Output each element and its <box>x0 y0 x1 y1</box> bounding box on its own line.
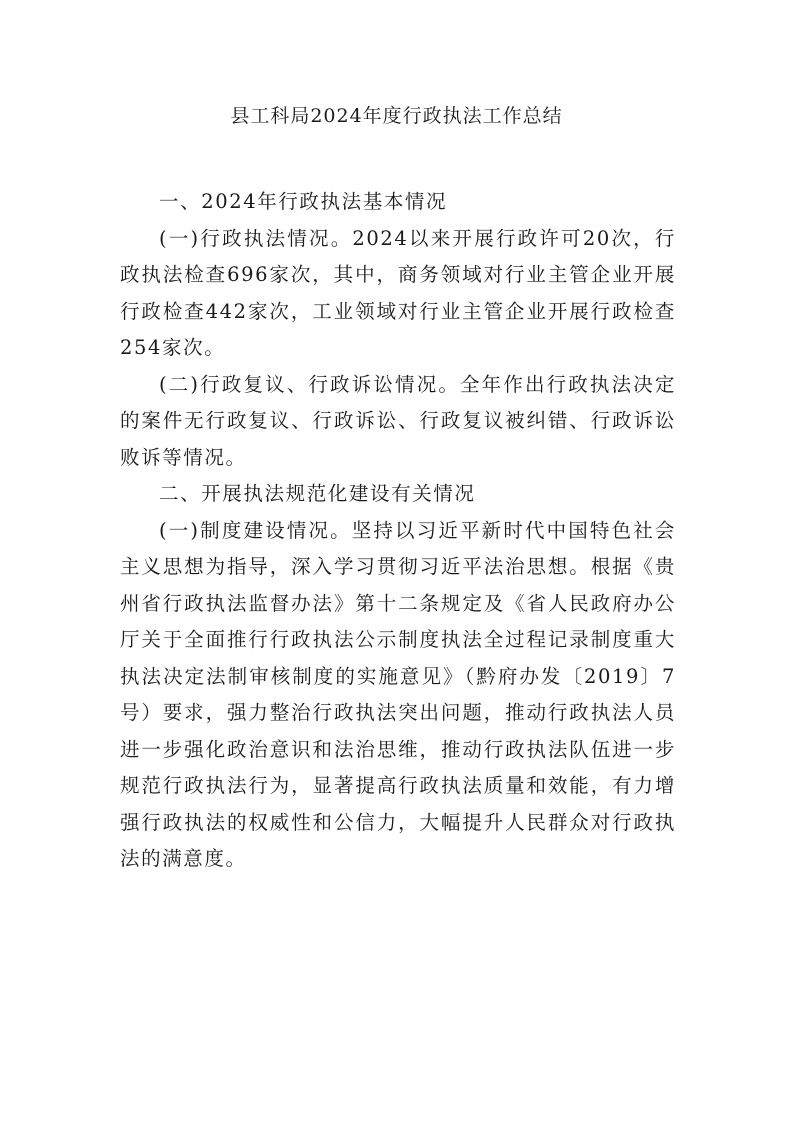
section-heading-2: 二、开展执法规范化建设有关情况 <box>159 482 476 505</box>
paragraph-system-building: (一)制度建设情况。坚持以习近平新时代中国特色社会主义思想为指导，深入学习贯彻习近平法治思想。根据《贵州省行政执法监督办法》第十二条规定及《省人民政府办公厅关于全面推行行政执法公示制度执法全过程记录制度重大执法决定法制审核制度的实施意见》（黔府办发〔2019〕7号）要求，强力整治行政执法突出问题，推动行政执法人员进一步强化政治意识和法治思维，推动行政执法队伍进一步规范行政执法行为，显著提高行政执法质量和效能，有力增强行政执法的权威性和公信力，大幅提升人民群众对行政执法的满意度。 <box>120 518 676 870</box>
section-heading-1: 一、2024年行政执法基本情况 <box>159 190 448 213</box>
document-title: 县工科局2024年度行政执法工作总结 <box>230 105 563 127</box>
paragraph-review-litigation: (二)行政复议、行政诉讼情况。全年作出行政执法决定的案件无行政复议、行政诉讼、行政复议被纠错、行政诉讼败诉等情况。 <box>120 372 676 469</box>
document-body <box>120 184 676 878</box>
paragraph-enforcement-overview: (一)行政执法情况。2024以来开展行政许可20次，行政执法检查696家次，其中，商务领域对行业主管企业开展行政检查442家次，工业领域对行业主管企业开展行政检查254家次。 <box>120 226 676 359</box>
